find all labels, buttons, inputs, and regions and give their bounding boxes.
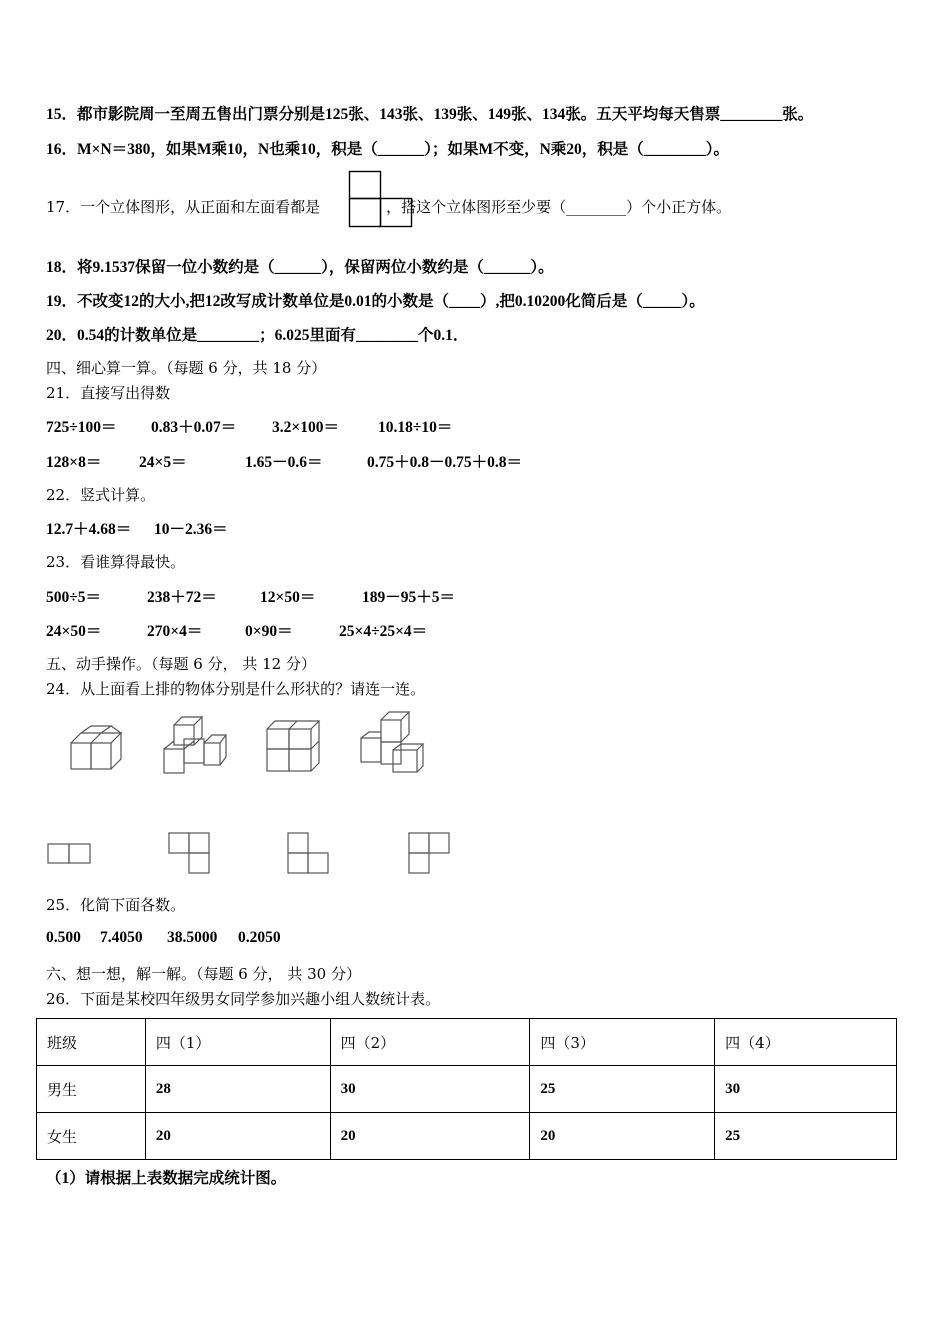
cube-stack-3 (263, 717, 325, 775)
table-cell: 班级 (37, 1019, 146, 1066)
table-row (37, 1113, 897, 1160)
q23-item: 24×50＝ (46, 623, 102, 640)
question-20: 20．0.54的计数单位是________；6.025里面有________个0.1． (46, 327, 469, 344)
q25-value: 38.5000 (167, 929, 218, 946)
section-4-heading: 四、细心算一算。（每题 6 分，共 18 分） (46, 359, 327, 377)
table-cell: 20 (330, 1113, 530, 1160)
cube-stack-4 (357, 708, 427, 774)
cube-stack-2 (160, 713, 230, 777)
q23-item: 0×90＝ (245, 623, 293, 640)
question-24: 24．从上面看上排的物体分别是什么形状的？请连一连。 (46, 680, 426, 698)
q23-item: 189－95＋5＝ (362, 589, 456, 606)
table-cell: 30 (715, 1066, 897, 1113)
table-cell: 25 (715, 1113, 897, 1160)
question-21-title: 21．直接写出得数 (46, 384, 171, 402)
q21-row-2 (46, 450, 522, 472)
table-row (37, 1066, 897, 1113)
section-5-heading: 五、动手操作。（每题 6 分， 共 12 分） (46, 655, 316, 673)
q22-item: 12.7＋4.68＝ (46, 521, 132, 538)
q23-row-2 (46, 619, 427, 641)
q25-value: 7.4050 (100, 929, 143, 946)
table-cell: 20 (530, 1113, 715, 1160)
q23-item: 500÷5＝ (46, 589, 102, 606)
q23-item: 25×4÷25×4＝ (339, 623, 428, 640)
table-cell: 四（2） (330, 1019, 530, 1066)
q21-item: 0.83＋0.07＝ (151, 419, 237, 436)
top-view-3 (285, 831, 331, 875)
table-header-row (37, 1019, 897, 1066)
section-6-heading: 六、想一想，解一解。（每题 6 分， 共 30 分） (46, 965, 361, 983)
q21-item: 10.18÷10＝ (378, 419, 453, 436)
q21-item: 3.2×100＝ (272, 419, 339, 436)
table-cell: 女生 (37, 1113, 146, 1160)
table-cell: 四（4） (715, 1019, 897, 1066)
table-cell: 28 (145, 1066, 330, 1113)
q23-item: 12×50＝ (260, 589, 316, 606)
question-16: 16．M×N＝380，如果M乘10，N也乘10，积是（______）；如果M不变，N乘20，积是（________）。 (46, 141, 730, 158)
table-cell: 四（3） (530, 1019, 715, 1066)
question-26-title: 26．下面是某校四年级男女同学参加兴趣小组人数统计表。 (46, 990, 441, 1008)
table-cell: 男生 (37, 1066, 146, 1113)
q21-row-1 (46, 415, 452, 437)
q21-item: 0.75＋0.8－0.75＋0.8＝ (367, 454, 523, 471)
q21-item: 1.65－0.6＝ (245, 454, 323, 471)
top-view-1 (46, 841, 92, 865)
question-19: 19．不改变12的大小,把12改写成计数单位是0.01的小数是（____）,把0.10200化简后是（_____）。 (46, 293, 705, 310)
q22-row (46, 517, 228, 539)
question-18: 18．将9.1537保留一位小数约是（______），保留两位小数约是（______）。 (46, 259, 554, 276)
q23-item: 238＋72＝ (147, 589, 217, 606)
top-view-2 (166, 831, 212, 875)
q22-item: 10－2.36＝ (154, 521, 228, 538)
question-26-sub-1: （1）请根据上表数据完成统计图。 (46, 1170, 287, 1187)
question-15: 15．都市影院周一至周五售出门票分别是125张、143张、139张、149张、134张。五天平均每天售票________张。 (46, 106, 814, 123)
table-cell: 四（1） (145, 1019, 330, 1066)
top-view-4 (406, 831, 452, 875)
q17-view-figure (348, 170, 414, 228)
question-23-title: 23．看谁算得最快。 (46, 553, 186, 571)
q21-item: 24×5＝ (139, 454, 187, 471)
q25-value: 0.500 (46, 929, 81, 946)
q25-value: 0.2050 (238, 929, 281, 946)
q21-item: 725÷100＝ (46, 419, 117, 436)
q23-row-1 (46, 585, 455, 607)
table-cell: 20 (145, 1113, 330, 1160)
question-22-title: 22．竖式计算。 (46, 486, 156, 504)
table-cell: 30 (330, 1066, 530, 1113)
question-25-title: 25．化简下面各数。 (46, 896, 186, 914)
stats-table (36, 1018, 897, 1160)
question-17-text-before: 17．一个立体图形，从正面和左面看都是 (46, 198, 321, 216)
q23-item: 270×4＝ (147, 623, 203, 640)
question-17-text-after: ，搭这个立体图形至少要（________）个小正方体。 (386, 198, 732, 216)
table-cell: 25 (530, 1066, 715, 1113)
cube-stack-1 (64, 725, 128, 775)
q25-values (46, 929, 281, 947)
q21-item: 128×8＝ (46, 454, 102, 471)
